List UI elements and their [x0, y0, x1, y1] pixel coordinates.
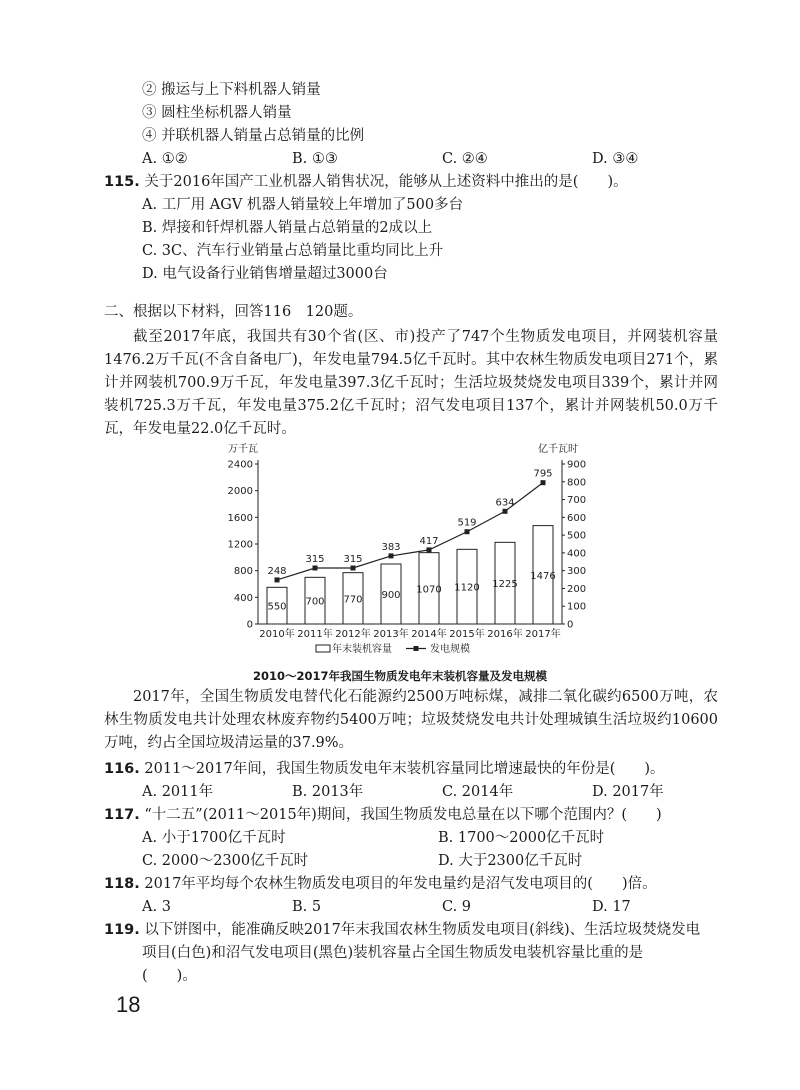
line-point-generation — [351, 566, 356, 571]
line-point-generation — [503, 509, 508, 514]
q115-option-a: A. 工厂用 AGV 机器人销量较上年增加了500多台 — [142, 197, 464, 213]
x-tick-label: 2014年 — [411, 629, 447, 640]
q118-number: 118. — [104, 876, 140, 892]
line-point-generation — [465, 529, 470, 534]
q114-item-3: ③ 圆柱坐标机器人销量 — [142, 105, 292, 121]
line-value-label: 383 — [381, 541, 401, 553]
bar-value-label: 700 — [305, 596, 325, 608]
q115-option-c: C. 3C、汽车行业销量占总销量比重均同比上升 — [142, 243, 444, 259]
q119-stem-line-1 — [104, 920, 700, 940]
y-right-unit: 亿千瓦时 — [538, 444, 578, 455]
x-tick-label: 2011年 — [297, 629, 333, 640]
q117-option-c: C. 2000～2300亿千瓦时 — [142, 853, 309, 869]
q114-option-c: C. ②④ — [442, 151, 488, 167]
bar-value-label: 1070 — [416, 584, 442, 596]
line-value-label: 634 — [495, 497, 515, 509]
q118-option-c: C. 9 — [442, 899, 472, 915]
line-point-generation — [275, 577, 280, 582]
q118-option-d: D. 17 — [592, 899, 631, 915]
x-tick-label: 2015年 — [449, 629, 485, 640]
bar-value-label: 1225 — [492, 579, 518, 591]
bar-value-label: 1120 — [454, 582, 480, 594]
q115-text: 关于2016年国产工业机器人销售状况，能够从上述资料中推出的是( )。 — [144, 174, 628, 190]
q116-option-a: A. 2011年 — [142, 784, 214, 800]
q117-option-a: A. 小于1700亿千瓦时 — [142, 830, 286, 846]
y-right-tick-label: 900 — [567, 459, 587, 471]
x-tick-label: 2017年 — [525, 629, 561, 640]
y-right-tick-label: 0 — [567, 619, 574, 631]
legend-bar-label: 年末装机容量 — [332, 644, 392, 655]
bar-value-label: 550 — [267, 601, 287, 613]
material-paragraph-1: 截至2017年底，我国共有30个省(区、市)投产了747个生物质发电项目，并网装机容量1476.2万千瓦(不含自备电厂)，年发电量794.5亿千瓦时。其中农林生物质发电项目271个，累计并网装机700.9万千瓦，年发电量397.3亿千瓦时；生活垃圾焚烧发电项目339个，累计并网装机725.3万千瓦，年发电量375.2亿千瓦时；沼气发电项目137个，累计并网装机50.0万千瓦，年发电量22.0亿千瓦时。 — [104, 329, 718, 437]
line-point-generation — [389, 553, 394, 558]
y-left-unit: 万千瓦 — [228, 444, 258, 455]
q116-option-c: C. 2014年 — [442, 784, 514, 800]
bar-value-label: 770 — [343, 594, 363, 606]
y-left-tick-label: 800 — [233, 566, 253, 578]
y-right-tick-label: 400 — [567, 548, 587, 560]
q119-number: 119. — [104, 922, 140, 938]
x-tick-label: 2010年 — [259, 629, 295, 640]
x-tick-label: 2012年 — [335, 629, 371, 640]
y-right-tick-label: 100 — [567, 601, 587, 613]
q117-number: 117. — [104, 807, 140, 823]
bar-value-label: 900 — [381, 590, 401, 601]
q115-option-d: D. 电气设备行业销售增量超过3000台 — [142, 266, 388, 282]
q118-option-a: A. 3 — [142, 899, 171, 915]
line-value-label: 248 — [267, 565, 287, 577]
y-left-tick-label: 1600 — [227, 512, 253, 524]
q117-option-b: B. 1700～2000亿千瓦时 — [438, 830, 605, 846]
line-value-label: 417 — [419, 535, 439, 547]
line-point-generation — [313, 566, 318, 571]
section-2-title: 二、根据以下材料，回答116 120题。 — [104, 304, 363, 320]
q118-stem — [104, 874, 657, 894]
q116-option-d: D. 2017年 — [592, 784, 664, 800]
q117-text: “十二五”(2011～2015年)期间，我国生物质发电总量在以下哪个范围内？( ) — [144, 807, 662, 823]
line-point-generation — [541, 480, 546, 485]
legend-line-label: 发电规模 — [430, 644, 470, 655]
q114-option-b: B. ①③ — [292, 151, 338, 167]
line-value-label: 315 — [305, 554, 325, 565]
line-point-generation — [427, 547, 432, 552]
legend-line-marker — [414, 646, 419, 651]
material-paragraph-2: 2017年，全国生物质发电替代化石能源约2500万吨标煤，减排二氧化碳约6500万吨，农林生物质发电共计处理农林废弃物约5400万吨；垃圾焚烧发电共计处理城镇生活垃圾约10600万吨，约占全国垃圾清运量的37.9%。 — [104, 689, 718, 751]
line-value-label: 795 — [533, 468, 553, 480]
y-left-tick-label: 2000 — [227, 486, 253, 498]
y-right-tick-label: 700 — [567, 495, 587, 507]
y-left-tick-label: 2400 — [227, 459, 253, 471]
q114-option-d: D. ③④ — [592, 151, 639, 167]
q116-number: 116. — [104, 761, 140, 777]
q114-item-2: ② 搬运与上下料机器人销量 — [142, 82, 321, 98]
y-right-tick-label: 200 — [567, 583, 587, 595]
y-left-tick-label: 400 — [233, 592, 253, 604]
q119-stem-line-3: ( )。 — [142, 968, 197, 984]
q116-option-b: B. 2013年 — [292, 784, 364, 800]
q115-stem — [104, 172, 628, 192]
q115-option-b: B. 焊接和钎焊机器人销量占总销量的2成以上 — [142, 220, 433, 236]
q119-stem-line-2: 项目(白色)和沼气发电项目(黑色)装机容量占全国生物质发电装机容量比重的是 — [142, 945, 644, 961]
chart-caption: 2010～2017年我国生物质发电年末装机容量及发电规模 — [252, 669, 547, 683]
y-right-tick-label: 300 — [567, 566, 587, 578]
q117-stem — [104, 805, 662, 825]
q114-option-a: A. ①② — [142, 151, 188, 167]
q118-option-b: B. 5 — [292, 899, 322, 915]
q119-text-1: 以下饼图中，能准确反映2017年末我国农林生物质发电项目(斜线)、生活垃圾焚烧发电 — [144, 922, 701, 938]
q118-text: 2017年平均每个农林生物质发电项目的年发电量约是沼气发电项目的( )倍。 — [144, 876, 657, 892]
q116-stem — [104, 759, 665, 779]
bar-value-label: 1476 — [530, 570, 556, 582]
x-tick-label: 2016年 — [487, 629, 523, 640]
q116-text: 2011～2017年间，我国生物质发电年末装机容量同比增速最快的年份是( )。 — [144, 761, 665, 777]
x-tick-label: 2013年 — [373, 629, 409, 640]
line-value-label: 519 — [457, 517, 477, 529]
q117-option-d: D. 大于2300亿千瓦时 — [438, 853, 583, 869]
y-right-tick-label: 500 — [567, 530, 587, 542]
q114-item-4: ④ 并联机器人销量占总销量的比例 — [142, 128, 365, 144]
page-number: 18 — [116, 992, 141, 1017]
y-right-tick-label: 600 — [567, 512, 587, 524]
line-value-label: 315 — [343, 554, 363, 565]
y-left-tick-label: 0 — [246, 619, 253, 631]
legend-bar-swatch — [316, 645, 330, 652]
q115-number: 115. — [104, 174, 140, 190]
biomass-chart — [214, 440, 614, 662]
y-left-tick-label: 1200 — [227, 539, 253, 551]
y-right-tick-label: 800 — [567, 477, 587, 489]
